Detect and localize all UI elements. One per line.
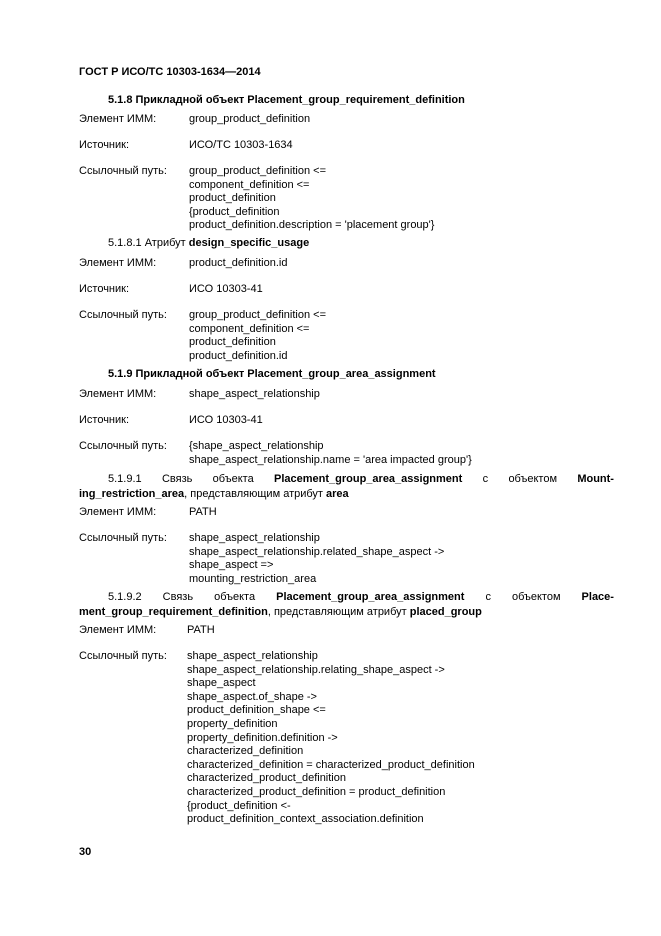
path-line: property_definition [187,717,278,730]
word: Связь [161,473,193,485]
page-number: 30 [79,846,92,858]
field-label: Ссылочный путь: [79,532,167,544]
word: объектом [511,591,561,603]
field-label: Элемент ИММ: [79,113,157,125]
path-line: shape_aspect_relationship.relating_shape_aspect -> [187,663,445,676]
path-line: component_definition <= [189,178,310,191]
field-value: product_definition.id [189,257,288,269]
object-name: Placement_group_area_assignment [274,473,463,485]
path-line: characterized_definition [187,745,304,758]
paragraph-text: , представляющим атрибут [267,606,410,618]
path-lines [189,165,434,233]
path-line: characterized_definition = characterized_product_definition [187,758,475,771]
object-name: Placement_group_area_assignment [276,591,465,603]
field-label: Элемент ИММ: [79,624,157,636]
word: с [485,591,491,603]
path-line: mounting_restriction_area [189,572,317,585]
word: 5.1.9.2 [108,591,142,603]
path-line: shape_aspect.of_shape -> [187,690,317,703]
path-line: group_product_definition <= [189,309,326,321]
object-name: Mount- [577,473,614,485]
path-line: property_definition.definition -> [187,731,338,744]
object-name: ing_restriction_area [79,488,185,500]
path-line: group_product_definition <= [189,165,326,177]
field-label: Элемент ИММ: [79,506,157,518]
path-lines [189,309,326,363]
section-heading-5-1-8-1 [108,237,309,249]
path-line: shape_aspect => [189,559,274,572]
word: 5.1.9.1 [108,473,142,485]
field-value: shape_aspect_relationship [189,388,320,400]
field-label: Ссылочный путь: [79,165,167,177]
paragraph-line [79,472,614,487]
path-line: {product_definition <- [187,799,291,812]
path-line: characterized_product_definition = product_definition [187,785,446,798]
attribute-name: area [326,488,349,500]
word: Связь [162,591,194,603]
field-label: Источник: [79,414,130,426]
field-label: Ссылочный путь: [79,309,167,321]
path-line: component_definition <= [189,322,310,335]
path-line: shape_aspect_relationship [189,532,320,544]
attribute-name: design_specific_usage [188,237,310,249]
path-line: product_definition [189,192,276,205]
path-lines [189,532,444,586]
heading-prefix: 5.1.8.1 Атрибут [108,237,189,249]
path-line: {product_definition [189,205,280,218]
field-value: group_product_definition [189,113,311,125]
attribute-name: placed_group [409,606,482,618]
path-line: product_definition.description = 'placement group'} [189,219,435,232]
paragraph-5-1-9-2 [79,590,614,620]
object-name: ment_group_requirement_definition [79,606,268,618]
path-line: product_definition [189,336,276,349]
field-value: PATH [189,506,217,518]
field-label: Элемент ИММ: [79,388,157,400]
field-label: Ссылочный путь: [79,650,167,662]
field-value: ИСО 10303-41 [189,414,263,426]
paragraph-line [79,487,614,502]
paragraph-text: , представляющим атрибут [184,488,327,500]
field-value: ИСО 10303-41 [189,283,263,295]
path-line: characterized_product_definition [187,772,346,785]
word: объектом [508,473,558,485]
path-line: product_definition_context_association.definition [187,813,424,826]
word: с [482,473,489,485]
path-line: shape_aspect_relationship.name = 'area impacted group'} [189,453,472,466]
path-line: shape_aspect [187,677,256,690]
word: объекта [214,591,256,603]
section-heading-5-1-9: 5.1.9 Прикладной объект Placement_group_area_assignment [108,368,436,380]
section-heading-5-1-8: 5.1.8 Прикладной объект Placement_group_requirement_definition [108,94,465,106]
path-lines [187,650,475,827]
paragraph-5-1-9-1 [79,472,614,502]
path-line: shape_aspect_relationship [187,650,318,662]
field-label: Элемент ИММ: [79,257,157,269]
path-line: product_definition_shape <= [187,704,326,717]
field-value: ИСО/ТС 10303-1634 [189,139,293,151]
paragraph-line [79,590,614,605]
word: объекта [212,473,254,485]
field-label: Ссылочный путь: [79,440,167,452]
field-label: Источник: [79,283,130,295]
field-value: PATH [187,624,215,636]
path-lines [189,440,472,467]
paragraph-line [79,605,614,620]
document-header: ГОСТ Р ИСО/ТС 10303-1634—2014 [79,66,261,78]
field-label: Источник: [79,139,130,151]
object-name: Place- [581,591,614,603]
path-line: product_definition.id [189,349,288,362]
path-line: shape_aspect_relationship.related_shape_aspect -> [189,545,445,558]
path-line: {shape_aspect_relationship [189,440,324,452]
